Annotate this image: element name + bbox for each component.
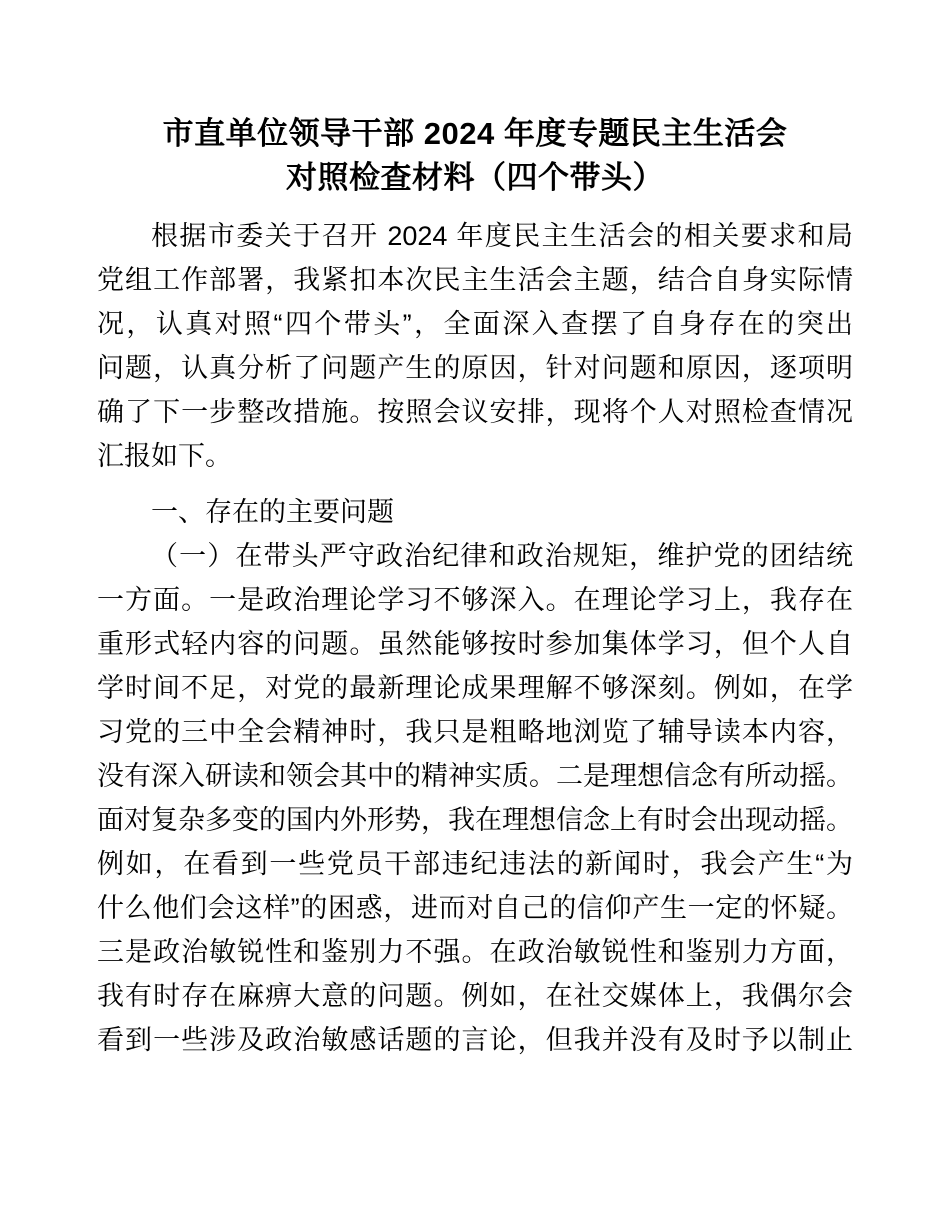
document-line: 面对复杂多变的国内外形势，我在理想信念上有时会出现动摇。	[97, 805, 853, 835]
document-line: 汇报如下。	[97, 441, 232, 471]
document-line: 根据市委关于召开 2024 年度民主生活会的相关要求和局	[151, 221, 853, 251]
document-line: （一）在带头严守政治纪律和政治规矩，维护党的团结统	[151, 541, 853, 571]
document-line: 一、存在的主要问题	[151, 497, 394, 527]
document-title-line-2: 对照检查材料（四个带头）	[286, 160, 664, 195]
document-line: 党组工作部署，我紧扣本次民主生活会主题，结合自身实际情	[97, 265, 853, 295]
document-line: 我有时存在麻痹大意的问题。例如，在社交媒体上，我偶尔会	[97, 981, 853, 1011]
document-line: 习党的三中全会精神时，我只是粗略地浏览了辅导读本内容，	[97, 717, 853, 747]
document-line: 确了下一步整改措施。按照会议安排，现将个人对照检查情况	[97, 397, 853, 427]
document-line: 况，认真对照“四个带头”，全面深入查摆了自身存在的突出	[97, 309, 853, 339]
document-body	[97, 214, 853, 1062]
document-line: 看到一些涉及政治敏感话题的言论，但我并没有及时予以制止	[97, 1025, 853, 1055]
document-line: 问题，认真分析了问题产生的原因，针对问题和原因，逐项明	[97, 353, 853, 383]
document-line: 学时间不足，对党的最新理论成果理解不够深刻。例如，在学	[97, 673, 853, 703]
paragraph-section-1	[97, 534, 853, 1062]
document-title-line-1: 市直单位领导干部 2024 年度专题民主生活会	[162, 116, 788, 151]
document-title	[97, 112, 853, 200]
document-line: 三是政治敏锐性和鉴别力不强。在政治敏锐性和鉴别力方面，	[97, 937, 853, 967]
document-line: 例如，在看到一些党员干部违纪违法的新闻时，我会产生“为	[97, 849, 853, 879]
document-line: 重形式轻内容的问题。虽然能够按时参加集体学习，但个人自	[97, 629, 853, 659]
document-line: 没有深入研读和领会其中的精神实质。二是理想信念有所动摇。	[97, 761, 853, 791]
paragraph-intro	[97, 214, 853, 478]
section-heading-1	[97, 490, 853, 534]
document-line: 什么他们会这样”的困惑，进而对自己的信仰产生一定的怀疑。	[97, 893, 853, 923]
document-line: 一方面。一是政治理论学习不够深入。在理论学习上，我存在	[97, 585, 853, 615]
